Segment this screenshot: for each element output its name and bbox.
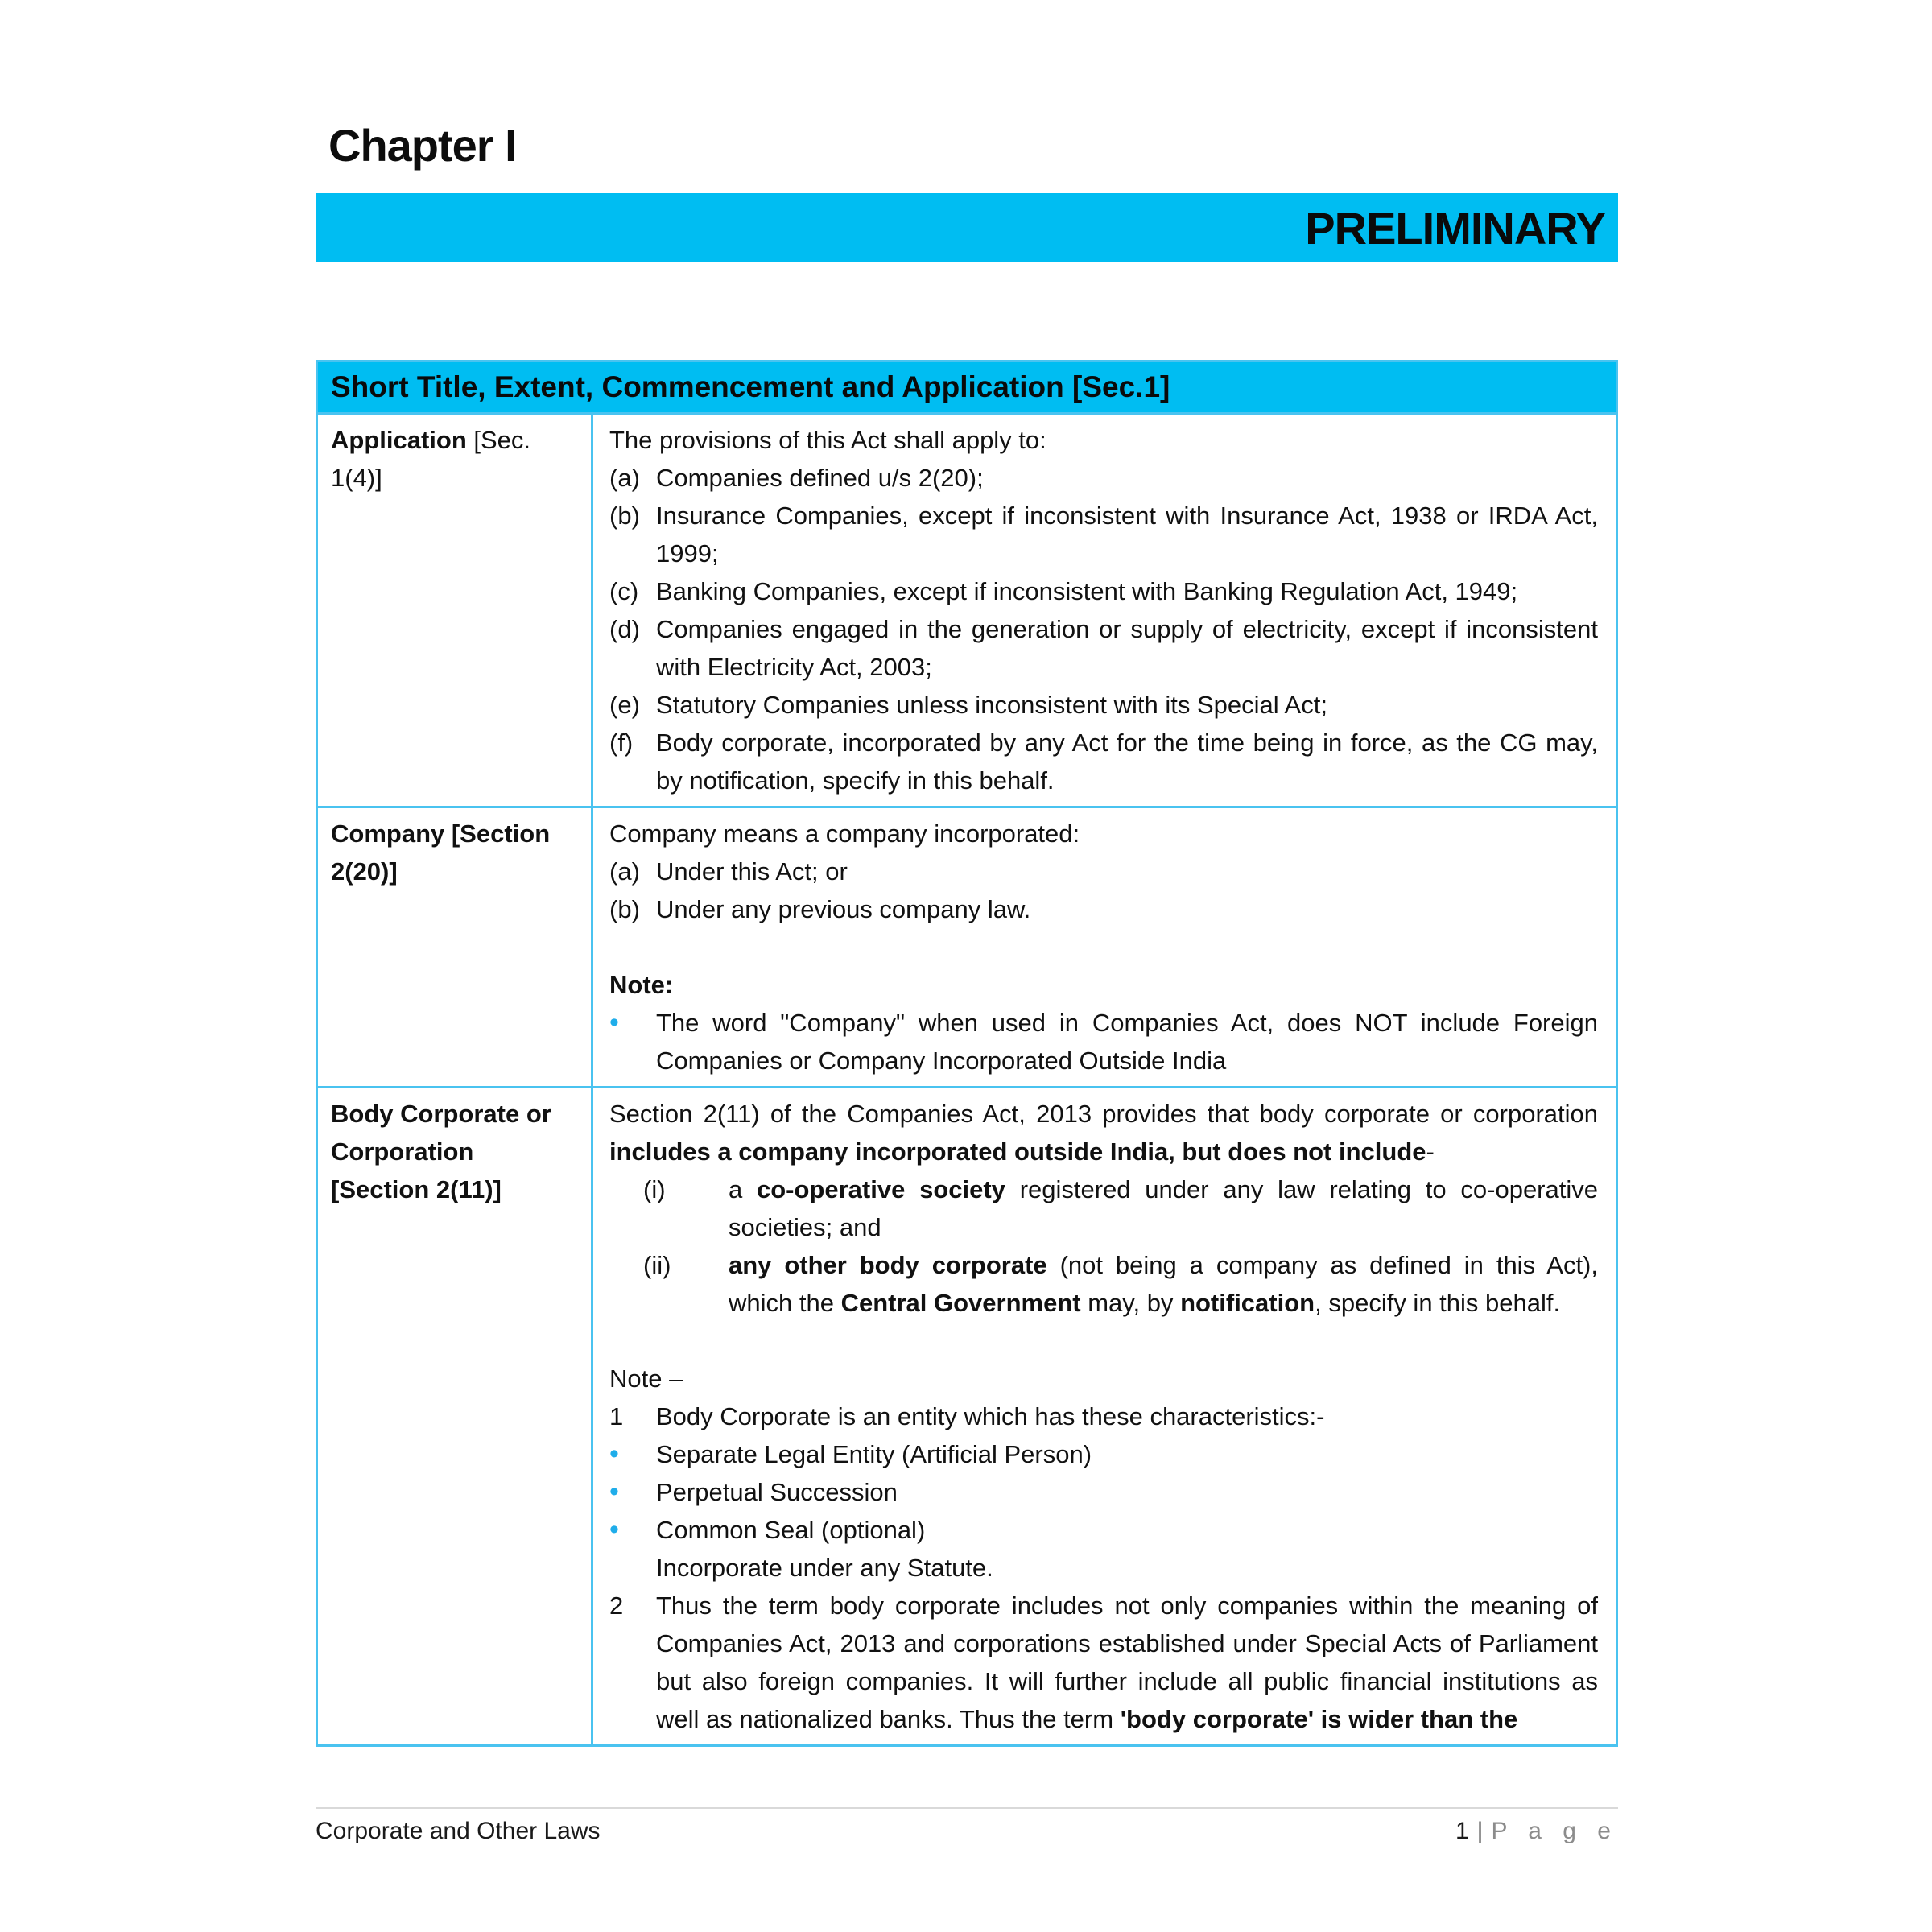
list-marker: (f) — [609, 729, 634, 757]
text-run: The provisions of this Act shall apply to: — [609, 426, 1046, 454]
text-run: includes a company incorporated outside India, but does not include — [609, 1137, 1426, 1166]
text-run: , specify in this behalf. — [1315, 1289, 1561, 1317]
text-run: Companies defined u/s 2(20); — [656, 464, 984, 492]
list-marker: 2 — [609, 1591, 624, 1620]
bullet-icon: • — [609, 1007, 619, 1038]
bullet-icon: • — [609, 1439, 619, 1469]
footer-divider — [316, 1807, 1618, 1809]
content-cell — [593, 1088, 1616, 1744]
text-run: a — [729, 1175, 757, 1203]
content-line — [609, 1473, 1598, 1511]
text-run: co-operative society — [757, 1175, 1005, 1203]
text-run: Insurance Companies, except if inconsistent with Insurance Act, 1938 or IRDA Act, 1999; — [656, 502, 1598, 568]
page-word: P a g e — [1491, 1818, 1618, 1844]
content-line — [609, 1511, 1598, 1549]
line-text — [656, 1435, 1598, 1473]
content-line — [609, 890, 1598, 928]
content-cell — [593, 808, 1616, 1086]
content-line — [609, 815, 1598, 852]
content-line — [609, 724, 1598, 799]
term-cell — [318, 808, 593, 1086]
text-run: Under this Act; or — [656, 857, 848, 886]
line-text — [656, 610, 1598, 686]
line-text — [729, 1246, 1598, 1322]
line-text — [656, 1587, 1598, 1738]
text-run: Banking Companies, except if inconsistent with Banking Regulation Act, 1949; — [656, 577, 1518, 605]
summary-table — [316, 360, 1618, 1747]
line-text — [609, 421, 1598, 459]
table-body — [318, 412, 1616, 1744]
text-run: Company means a company incorporated: — [609, 819, 1080, 848]
line-text — [656, 497, 1598, 572]
content-line — [609, 1435, 1598, 1473]
text-run: The word "Company" when used in Companies Act, does NOT include Foreign Companies or Company Incorporated Outside India — [656, 1009, 1598, 1075]
line-text — [656, 1473, 1598, 1511]
blank-line — [609, 1322, 1598, 1360]
text-run: Incorporate under any Statute. — [656, 1554, 993, 1582]
content-line — [609, 686, 1598, 724]
list-marker: (i) — [643, 1175, 666, 1203]
preliminary-banner — [316, 193, 1618, 262]
content-line — [609, 610, 1598, 686]
table-row — [318, 412, 1616, 806]
content-line — [609, 1549, 1598, 1587]
term-run: [Sec. 1(4)] — [331, 426, 531, 492]
text-run: registered under any law relating to co-operative societies; and — [729, 1175, 1598, 1241]
page-separator: | — [1476, 1818, 1484, 1844]
term-run: Company [Section 2(20)] — [331, 819, 551, 886]
page-footer — [316, 1818, 1618, 1845]
text-run: Note – — [609, 1364, 683, 1393]
term-run: Application — [331, 426, 467, 454]
term-cell — [318, 1088, 593, 1744]
line-text — [729, 1170, 1598, 1246]
line-text — [609, 1360, 1598, 1397]
term-cell — [318, 415, 593, 806]
content-line — [609, 1246, 1598, 1322]
line-text — [656, 1511, 1598, 1549]
text-run: notification — [1180, 1289, 1315, 1317]
text-run: - — [1426, 1137, 1435, 1166]
text-run: Statutory Companies unless inconsistent with its Special Act; — [656, 691, 1327, 719]
list-marker: (a) — [609, 464, 640, 492]
text-run: Common Seal (optional) — [656, 1516, 926, 1544]
text-run: Central Government — [840, 1289, 1081, 1317]
text-run: Body Corporate is an entity which has these characteristics:- — [656, 1402, 1325, 1430]
content-line — [609, 1095, 1598, 1170]
content-line — [609, 1170, 1598, 1246]
list-marker: (a) — [609, 857, 640, 886]
content-line — [609, 459, 1598, 497]
term-run: Body Corporate or Corporation [Section 2(11)] — [331, 1100, 551, 1203]
line-text — [656, 572, 1598, 610]
line-text — [656, 1549, 1598, 1587]
list-marker: (c) — [609, 577, 639, 605]
line-text — [656, 1004, 1598, 1080]
text-run: Perpetual Succession — [656, 1478, 898, 1506]
text-run: Separate Legal Entity (Artificial Person) — [656, 1440, 1092, 1468]
content-line — [609, 852, 1598, 890]
table-header: Short Title, Extent, Commencement and Application [Sec.1] — [318, 362, 1616, 412]
list-marker: (e) — [609, 691, 640, 719]
page-number: 1 — [1455, 1818, 1469, 1844]
text-run: Note: — [609, 971, 674, 999]
line-text — [609, 815, 1598, 852]
content-cell — [593, 415, 1616, 806]
line-text — [609, 1095, 1598, 1170]
page-indicator — [1455, 1818, 1618, 1845]
text-run: Section 2(11) of the Companies Act, 2013 provides that body corporate or corporation — [609, 1100, 1598, 1128]
content-line — [609, 421, 1598, 459]
banner-title: PRELIMINARY — [1305, 202, 1605, 254]
list-marker: (b) — [609, 895, 640, 923]
content-line — [609, 1587, 1598, 1738]
line-text — [656, 852, 1598, 890]
line-text — [656, 686, 1598, 724]
list-marker: 1 — [609, 1402, 624, 1430]
text-run: 'body corporate' is wider than the — [1120, 1705, 1518, 1733]
text-run: Companies engaged in the generation or supply of electricity, except if inconsistent with Electricity Act, 2003; — [656, 615, 1598, 681]
line-text — [656, 1397, 1598, 1435]
text-run: may, by — [1080, 1289, 1181, 1317]
table-row — [318, 1086, 1616, 1744]
bullet-icon: • — [609, 1514, 619, 1545]
content-line — [609, 1397, 1598, 1435]
text-run: (not being a company as defined in this Act), which the — [729, 1251, 1598, 1317]
table-row — [318, 806, 1616, 1086]
blank-line — [609, 928, 1598, 966]
line-text — [609, 966, 1598, 1004]
list-marker: (ii) — [643, 1251, 671, 1279]
line-text — [656, 890, 1598, 928]
list-marker: (b) — [609, 502, 640, 530]
content-line — [609, 966, 1598, 1004]
content-line — [609, 1004, 1598, 1080]
footer-document-title: Corporate and Other Laws — [316, 1818, 601, 1844]
content-line — [609, 1360, 1598, 1397]
content-line — [609, 572, 1598, 610]
bullet-icon: • — [609, 1476, 619, 1507]
list-marker: (d) — [609, 615, 640, 643]
text-run: any other body corporate — [729, 1251, 1047, 1279]
text-run: Under any previous company law. — [656, 895, 1031, 923]
line-text — [656, 459, 1598, 497]
text-run: Thus the term body corporate includes not only companies within the meaning of Companies Act, 2013 and corporations established under Special Acts of Parliament but also foreign companies. It will further include all public financial institutions as well as nationalized banks. Thus the term — [656, 1591, 1598, 1733]
chapter-title: Chapter I — [328, 120, 517, 171]
text-run: Body corporate, incorporated by any Act for the time being in force, as the CG may, by notification, specify in this behalf. — [656, 729, 1598, 795]
content-line — [609, 497, 1598, 572]
line-text — [656, 724, 1598, 799]
